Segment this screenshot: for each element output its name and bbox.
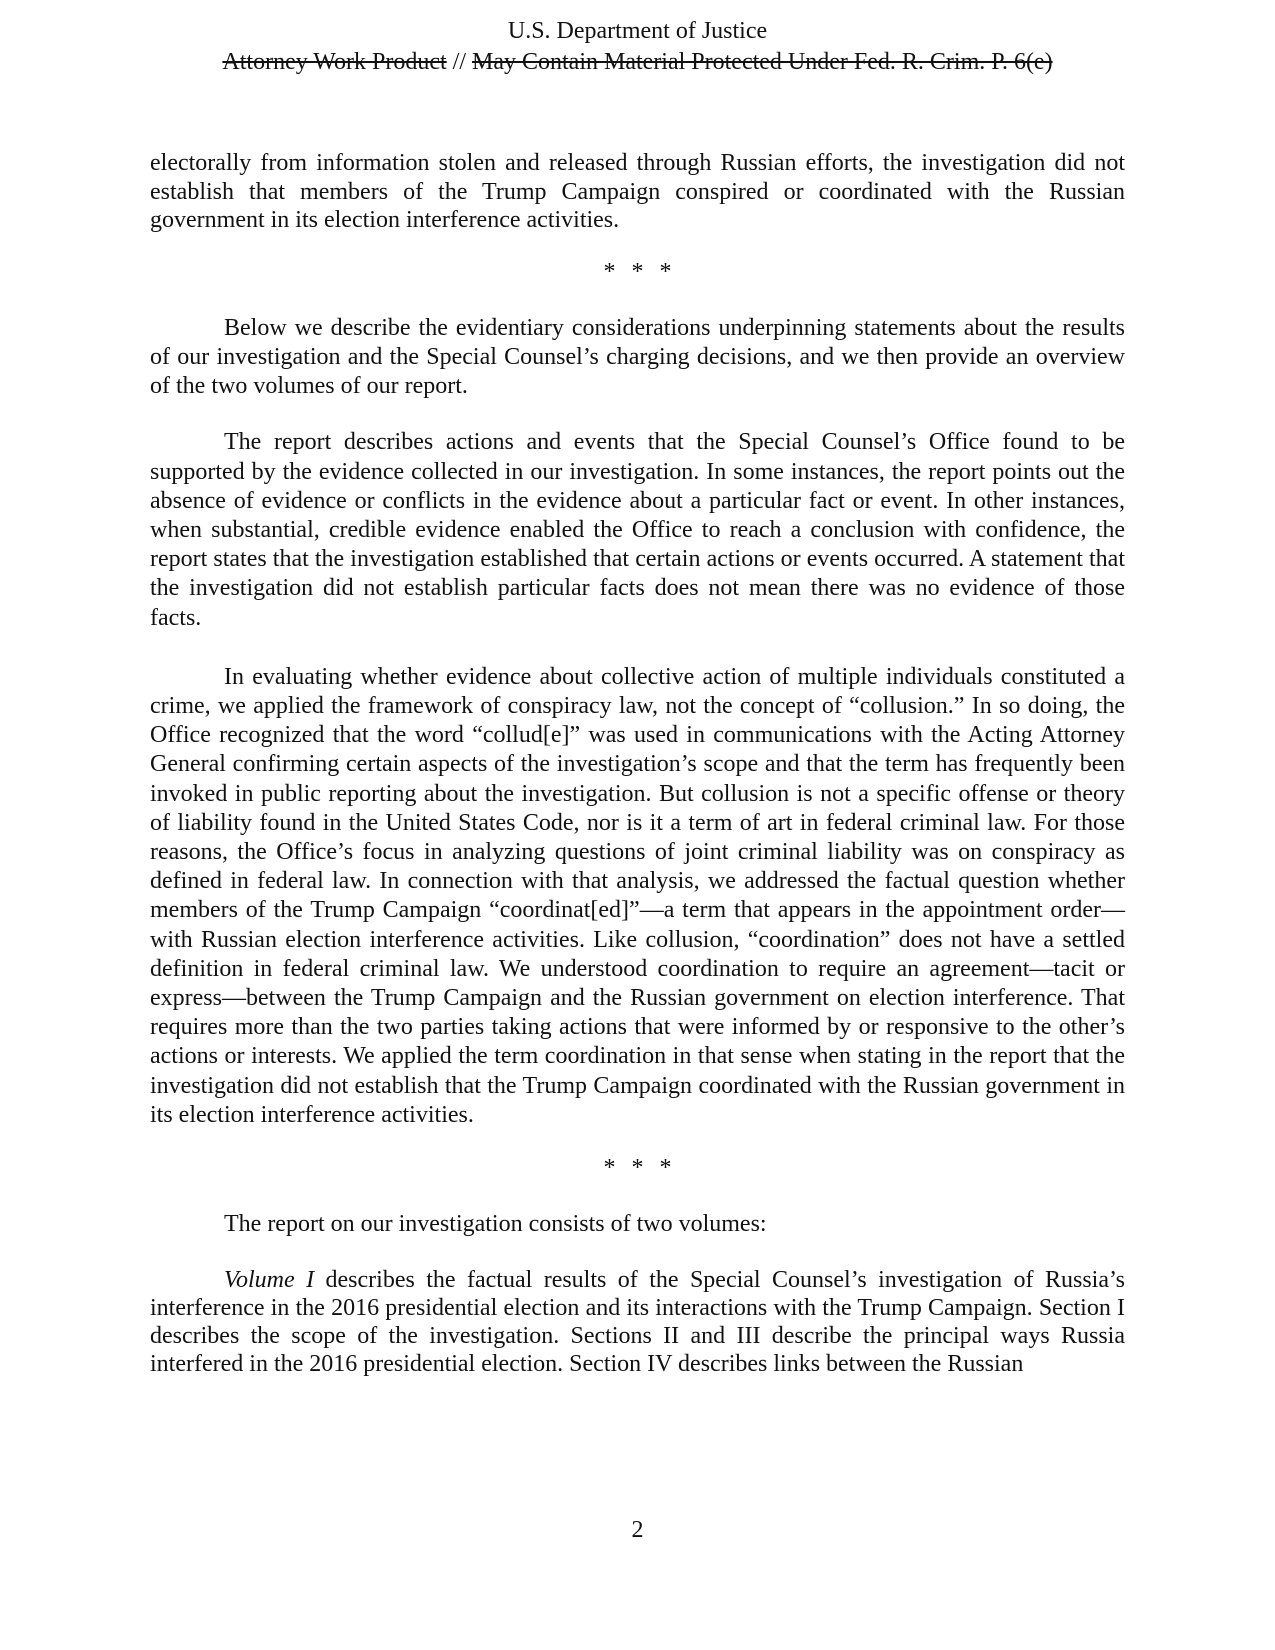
agency-name: U.S. Department of Justice bbox=[507, 18, 768, 44]
paragraph-volume-one bbox=[150, 1266, 1125, 1378]
marking-separator: // bbox=[446, 49, 473, 75]
separator-star: * bbox=[603, 1155, 616, 1182]
separator-star: * bbox=[659, 258, 672, 285]
paragraph-continuation: electorally from information stolen and released through Russian efforts, the investigation did not establish that members of the Trump Campaign conspired or coordinated with the Russian government in its election interference activities. bbox=[150, 150, 1125, 234]
separator-star: * bbox=[659, 1155, 672, 1182]
volume-one-title: Volume I bbox=[224, 1267, 315, 1294]
separator-star: * bbox=[631, 258, 644, 285]
document-body bbox=[150, 149, 1125, 1378]
paragraph-volumes-intro: The report on our investigation consists of two volumes: bbox=[224, 1211, 767, 1238]
section-separator bbox=[150, 258, 1125, 287]
separator-star: * bbox=[631, 1155, 644, 1182]
grand-jury-marking: May Contain Material Protected Under Fed. R. Crim. P. 6(e) bbox=[472, 49, 1053, 75]
paragraph-overview: Below we describe the evidentiary considerations underpinning statements about the results of our investigation and the Special Counsel’s charging decisions, and we then provide an overview of the two volumes of our report. bbox=[150, 314, 1125, 400]
section-separator bbox=[150, 1154, 1125, 1183]
page-header bbox=[0, 16, 1275, 78]
paragraph-evidentiary: The report describes actions and events that the Special Counsel’s Office found to be supported by the evidence collected in our investigation. In some instances, the report points out the absence of evidence or conflicts in the evidence about a particular fact or event. In other instances, when substantial, credible evidence enabled the Office to reach a conclusion with confidence, the report states that the investigation established that certain actions or events occurred. A statement that the investigation did not establish particular facts does not mean there was no evidence of those facts. bbox=[150, 429, 1125, 631]
work-product-marking: Attorney Work Product bbox=[222, 49, 447, 75]
paragraph-conspiracy: In evaluating whether evidence about collective action of multiple individuals constituted a crime, we applied the framework of conspiracy law, not the concept of “collusion.” In so doing, the Office recognized that the word “collud[e]” was used in communications with the Acting Attorney General confirming certain aspects of the investigation’s scope and that the term has frequently been invoked in public reporting about the investigation. But collusion is not a specific offense or theory of liability found in the United States Code, nor is it a term of art in federal criminal law. For those reasons, the Office’s focus in analyzing questions of joint criminal liability was on conspiracy as defined in federal law. In connection with that analysis, we addressed the factual question whether members of the Trump Campaign “coordinat[ed]”—a term that appears in the appointment order—with Russian election interference activities. Like collusion, “coordination” does not have a settled definition in federal criminal law. We understood coordination to require an agreement—tacit or express—between the Trump Campaign and the Russian government on election interference. That requires more than the two parties taking actions that were informed by or responsive to the other’s actions or interests. We applied the term coordination in that sense when stating in the report that the investigation did not establish that the Trump Campaign coordinated with the Russian government in its election interference activities. bbox=[150, 663, 1125, 1128]
volume-one-description: describes the factual results of the Special Counsel’s investigation of Russia’s interference in the 2016 presidential election and its interactions with the Trump Campaign. Section I describes the scope of the investigation. Sections II and III describe the principal ways Russia interfered in the 2016 presidential election. Section IV describes links between the Russian bbox=[150, 1267, 1125, 1378]
confidentiality-marking bbox=[0, 47, 1275, 78]
page-number: 2 bbox=[631, 1517, 644, 1543]
separator-star: * bbox=[603, 258, 616, 285]
